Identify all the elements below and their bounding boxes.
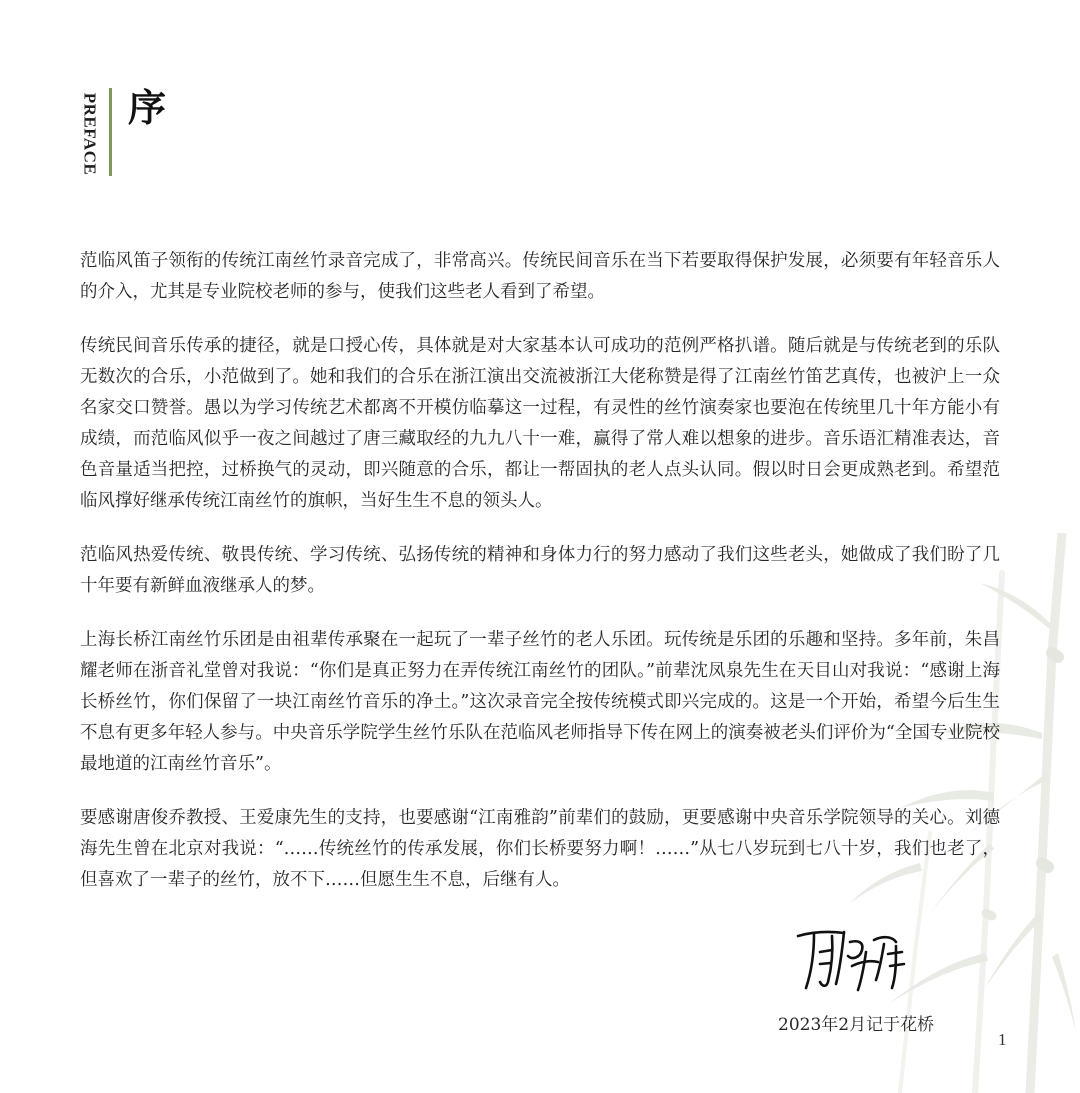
- paragraph: 上海长桥江南丝竹乐团是由祖辈传承聚在一起玩了一辈子丝竹的老人乐团。玩传统是乐团的乐趣和坚持。多年前，朱昌耀老师在浙音礼堂曾对我说：“你们是真正努力在弄传统江南丝竹的团队。”前辈沈凤泉先生在天目山对我说：“感谢上海长桥丝竹，你们保留了一块江南丝竹音乐的净土。”这次录音完全按传统模式即兴完成的。这是一个开始，希望今后生生不息有更多年轻人参与。中央音乐学院学生丝竹乐队在范临风老师指导下传在网上的演奏被老头们评价为“全国专业院校最地道的江南丝竹音乐”。: [80, 630, 1000, 774]
- paragraph: 传统民间音乐传承的捷径，就是口授心传，具体就是对大家基本认可成功的范例严格扒谱。随后就是与传统老到的乐队无数次的合乐，小范做到了。她和我们的合乐在浙江演出交流被浙江大佬称赞是得了江南丝竹笛艺真传，也被沪上一众名家交口赞誉。愚以为学习传统艺术都离不开模仿临摹这一过程，有灵性的丝竹演奏家也要泡在传统里几十年方能小有成绩，而范临风似乎一夜之间越过了唐三藏取经的九九八十一难，赢得了常人难以想象的进步。音乐语汇精准表达，音色音量适当把控，过桥换气的灵动，即兴随意的合乐，都让一帮固执的老人点头认同。假以时日会更成熟老到。希望范临风撑好继承传统江南丝竹的旗帜，当好生生不息的领头人。: [80, 336, 1000, 511]
- paragraph: 范临风热爱传统、敬畏传统、学习传统、弘扬传统的精神和身体力行的努力感动了我们这些老头，她做成了我们盼了几十年要有新鲜血液继承人的梦。: [80, 545, 1000, 596]
- page-number: 1: [998, 1030, 1007, 1049]
- preface-body: [80, 246, 1000, 919]
- handwritten-signature: [792, 922, 912, 994]
- preface-side-label: PREFACE: [80, 92, 100, 176]
- date-line: 2023年2月记于花桥: [778, 1015, 935, 1035]
- accent-bar: [109, 88, 112, 176]
- paragraph: 要感谢唐俊乔教授、王爱康先生的支持，也要感谢“江南雅韵”前辈们的鼓励，更要感谢中央音乐学院领导的关心。刘德海先生曾在北京对我说：“……传统丝竹的传承发展，你们长桥要努力啊！……”从七八岁玩到七八十岁，我们也老了，但喜欢了一辈子的丝竹，放不下……但愿生生不息，后继有人。: [80, 808, 1000, 890]
- paragraph: 范临风笛子领衔的传统江南丝竹录音完成了，非常高兴。传统民间音乐在当下若要取得保护发展，必须要有年轻音乐人的介入，尤其是专业院校老师的参与，使我们这些老人看到了希望。: [80, 251, 1000, 302]
- page-title: 序: [128, 85, 167, 130]
